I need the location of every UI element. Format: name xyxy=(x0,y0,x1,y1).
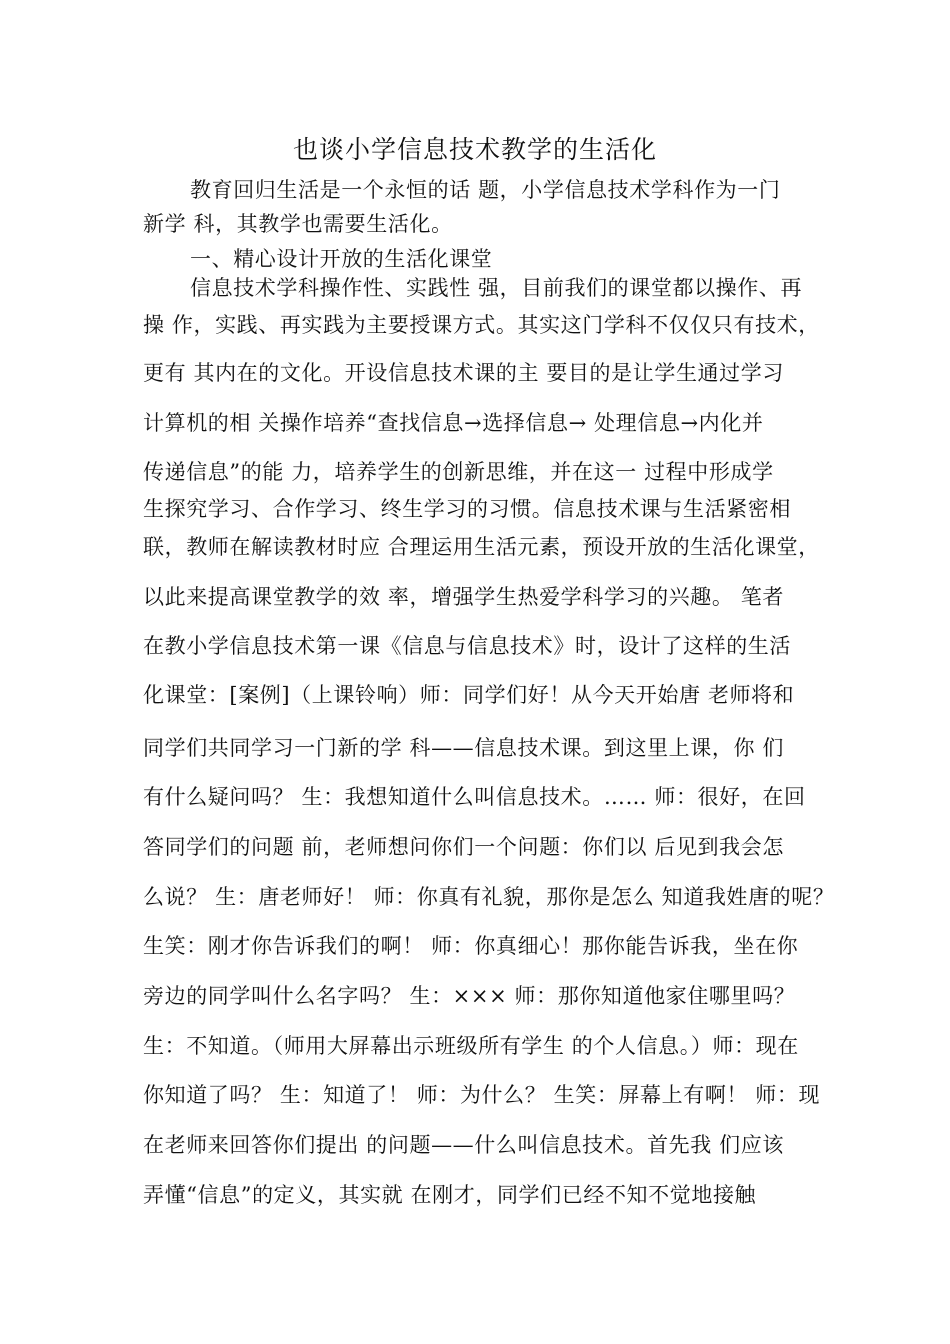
paragraph-line: 旁边的同学叫什么名字吗？ 生：××× 师：那你知道他家住哪里吗？ xyxy=(143,984,796,1008)
paragraph-line: 计算机的相 关操作培养“查找信息→选择信息→ 处理信息→内化并 xyxy=(143,411,764,435)
paragraph-line: 操 作，实践、再实践为主要授课方式。其实这门学科不仅仅只有技术， xyxy=(143,313,820,337)
paragraph-line: 教育回归生活是一个永恒的话 题，小学信息技术学科作为一门 xyxy=(190,178,781,202)
paragraph-line: 在老师来回答你们提出 的问题——什么叫信息技术。首先我 们应该 xyxy=(143,1133,784,1157)
paragraph-line: 同学们共同学习一门新的学 科——信息技术课。到这里上课，你 们 xyxy=(143,736,784,760)
paragraph-line: 生：不知道。（师用大屏幕出示班级所有学生 的个人信息。）师：现在 xyxy=(143,1034,799,1058)
paragraph-line: 答同学们的问题 前，老师想问你们一个问题：你们以 后见到我会怎 xyxy=(143,835,784,859)
paragraph-line: 么说？ 生：唐老师好！ 师：你真有礼貌，那你是怎么 知道我姓唐的呢？ xyxy=(143,885,835,909)
paragraph-line: 新学 科，其教学也需要生活化。 xyxy=(143,212,453,236)
paragraph-line: 以此来提高课堂教学的效 率，增强学生热爱学科学习的兴趣。 笔者 xyxy=(143,585,784,609)
paragraph-line: 弄懂“信息”的定义，其实就 在刚才，同学们已经不知不觉地接触 xyxy=(143,1183,757,1207)
paragraph-line: 化课堂：[案例]（上课铃响）师：同学们好！从今天开始唐 老师将和 xyxy=(143,683,795,707)
document-title: 也谈小学信息技术教学的生活化 xyxy=(292,135,657,164)
paragraph-line: 你知道了吗？ 生：知道了！ 师：为什么？ 生笑：屏幕上有啊！ 师：现 xyxy=(143,1083,821,1107)
section-heading: 一、精心设计开放的生活化课堂 xyxy=(190,247,493,271)
paragraph-line: 有什么疑问吗？ 生：我想知道什么叫信息技术。…… 师：很好，在回 xyxy=(143,785,806,809)
paragraph-line: 生笑：刚才你告诉我们的啊！ 师：你真细心！那你能告诉我，坐在你 xyxy=(143,934,799,958)
paragraph-line: 信息技术学科操作性、实践性 强，目前我们的课堂都以操作、再 xyxy=(190,276,803,300)
paragraph-line: 联，教师在解读教材时应 合理运用生活元素，预设开放的生活化课堂， xyxy=(143,535,820,559)
paragraph-line: 在教小学信息技术第一课《信息与信息技术》时，设计了这样的生活 xyxy=(143,634,791,658)
paragraph-line: 更有 其内在的文化。开设信息技术课的主 要目的是让学生通过学习 xyxy=(143,361,784,385)
paragraph-line: 传递信息”的能 力，培养学生的创新思维，并在这一 过程中形成学 xyxy=(143,460,774,484)
paragraph-line: 生探究学习、合作学习、终生学习的习惯。信息技术课与生活紧密相 xyxy=(143,497,791,521)
